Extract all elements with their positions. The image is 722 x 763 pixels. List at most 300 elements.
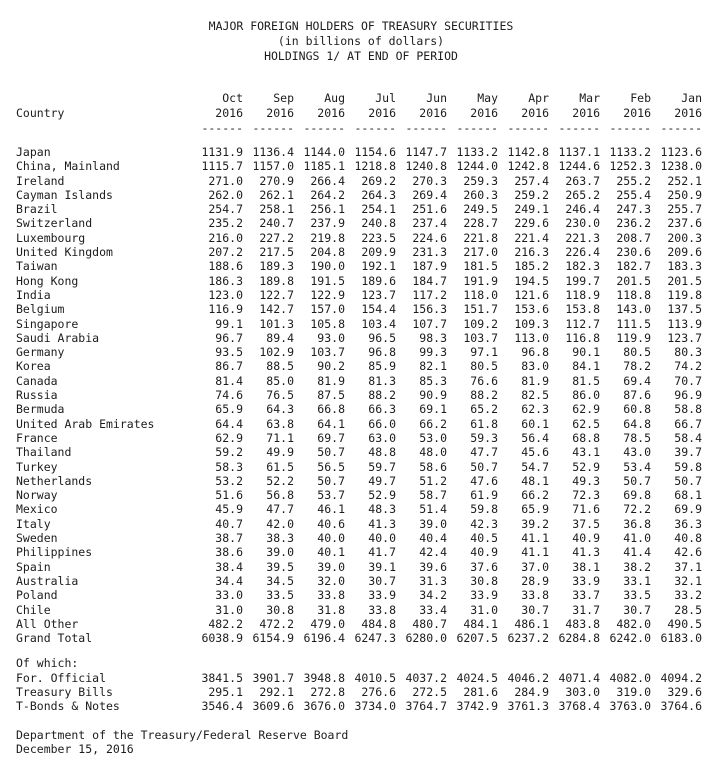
value-cell: 216.3: [514, 245, 549, 260]
empty-cell: [447, 645, 498, 670]
value-cell: 30.7: [623, 602, 651, 617]
value-cell: 105.8: [310, 316, 345, 331]
value-cell: 62.3: [521, 402, 549, 417]
value-cell: 86.7: [215, 359, 243, 374]
value-cell: 1185.1: [303, 159, 345, 174]
value-cell: 53.2: [215, 473, 243, 488]
value-cell: 101.3: [259, 316, 294, 331]
value-cell: 69.4: [623, 373, 651, 388]
empty-cell: [294, 645, 345, 670]
value-cell: 59.3: [470, 430, 498, 445]
value-cell: 483.8: [565, 616, 600, 631]
value-cell: 59.2: [215, 445, 243, 460]
value-cell: 103.7: [310, 345, 345, 360]
value-cell: 4046.2: [507, 670, 549, 685]
value-cell: 216.0: [208, 230, 243, 245]
empty-cell: [498, 645, 549, 670]
value-cell: 262.0: [208, 187, 243, 202]
value-cell: 6154.9: [252, 631, 294, 646]
value-cell: 90.9: [419, 388, 447, 403]
value-cell: 223.5: [361, 230, 396, 245]
value-cell: 260.3: [463, 187, 498, 202]
column-rule: ------: [660, 121, 702, 135]
value-cell: 76.6: [470, 373, 498, 388]
country-label: Italy: [16, 516, 51, 531]
value-cell: 201.5: [667, 273, 702, 288]
value-cell: 6280.0: [405, 631, 447, 646]
country-label: Poland: [16, 588, 58, 603]
value-cell: 64.4: [215, 416, 243, 431]
value-cell: 143.0: [616, 302, 651, 317]
value-cell: 40.6: [317, 516, 345, 531]
value-cell: 62.5: [572, 416, 600, 431]
value-cell: 96.5: [368, 330, 396, 345]
value-cell: 52.9: [572, 459, 600, 474]
value-cell: 217.0: [463, 245, 498, 260]
value-cell: 269.4: [412, 187, 447, 202]
value-cell: 123.0: [208, 287, 243, 302]
country-label: Russia: [16, 388, 58, 403]
value-cell: 272.8: [310, 684, 345, 699]
value-cell: 48.8: [368, 445, 396, 460]
value-cell: 246.4: [565, 202, 600, 217]
value-cell: 50.7: [317, 445, 345, 460]
value-cell: 31.7: [572, 602, 600, 617]
value-cell: 96.8: [521, 345, 549, 360]
value-cell: 3676.0: [303, 699, 345, 714]
value-cell: 98.3: [419, 330, 447, 345]
table-row: [16, 603, 702, 617]
of-which-heading-row: [16, 645, 702, 670]
value-cell: 1244.6: [558, 159, 600, 174]
value-cell: 81.5: [572, 373, 600, 388]
value-cell: 256.1: [310, 202, 345, 217]
value-cell: 204.8: [310, 245, 345, 260]
table-row: [16, 431, 702, 445]
country-label: China, Mainland: [16, 159, 120, 174]
value-cell: 190.0: [310, 259, 345, 274]
value-cell: 49.3: [572, 473, 600, 488]
value-cell: 490.5: [667, 616, 702, 631]
value-cell: 50.7: [674, 473, 702, 488]
column-month-label: Sep: [273, 91, 294, 105]
value-cell: 61.5: [266, 459, 294, 474]
empty-cell: [192, 645, 243, 670]
value-cell: 121.6: [514, 287, 549, 302]
value-cell: 480.7: [412, 616, 447, 631]
value-cell: 6242.0: [609, 631, 651, 646]
value-cell: 221.8: [463, 230, 498, 245]
column-rule: ------: [558, 121, 600, 135]
value-cell: 219.8: [310, 230, 345, 245]
country-label: India: [16, 287, 51, 302]
report-title: MAJOR FOREIGN HOLDERS OF TREASURY SECURITIES: [208, 19, 514, 33]
table-row: [16, 545, 702, 559]
table-row: [16, 617, 702, 631]
value-cell: 34.4: [215, 573, 243, 588]
column-rule: ------: [354, 121, 396, 135]
table-row: [16, 159, 702, 173]
value-cell: 118.9: [565, 287, 600, 302]
value-cell: 1157.0: [252, 159, 294, 174]
value-cell: 88.2: [368, 388, 396, 403]
value-cell: 42.6: [674, 545, 702, 560]
table-row: [16, 188, 702, 202]
value-cell: 226.4: [565, 245, 600, 260]
value-cell: 1238.0: [660, 159, 702, 174]
value-cell: 43.0: [623, 445, 651, 460]
value-cell: 6284.8: [558, 631, 600, 646]
value-cell: 4010.5: [354, 670, 396, 685]
header-rule-spacer: [16, 121, 192, 136]
empty-cell: [651, 645, 702, 670]
value-cell: 90.2: [317, 359, 345, 374]
value-cell: 265.2: [565, 187, 600, 202]
value-cell: 64.3: [266, 402, 294, 417]
column-rule: ------: [456, 121, 498, 135]
country-label: Norway: [16, 488, 58, 503]
value-cell: 66.2: [521, 488, 549, 503]
value-cell: 255.7: [667, 202, 702, 217]
value-cell: 479.0: [310, 616, 345, 631]
value-cell: 482.0: [616, 616, 651, 631]
value-cell: 38.3: [266, 531, 294, 546]
column-rule: ------: [405, 121, 447, 135]
value-cell: 1242.8: [507, 159, 549, 174]
value-cell: 270.9: [259, 173, 294, 188]
value-cell: 87.6: [623, 388, 651, 403]
value-cell: 254.7: [208, 202, 243, 217]
value-cell: 262.1: [259, 187, 294, 202]
column-year-label: 2016: [521, 106, 549, 120]
value-cell: 1154.6: [354, 145, 396, 159]
value-cell: 188.6: [208, 259, 243, 274]
country-label: United Kingdom: [16, 245, 113, 260]
empty-cell: [600, 645, 651, 670]
value-cell: 65.9: [215, 402, 243, 417]
column-month-label: Oct: [222, 91, 243, 105]
table-row: [16, 202, 702, 216]
value-cell: 36.8: [623, 516, 651, 531]
empty-cell: [549, 645, 600, 670]
table-row: [16, 174, 702, 188]
value-cell: 123.7: [361, 287, 396, 302]
value-cell: 83.0: [521, 359, 549, 374]
table-row: [16, 345, 702, 359]
value-cell: 53.0: [419, 430, 447, 445]
value-cell: 48.1: [521, 473, 549, 488]
value-cell: 31.8: [317, 602, 345, 617]
value-cell: 103.4: [361, 316, 396, 331]
value-cell: 40.5: [470, 531, 498, 546]
value-cell: 37.0: [521, 559, 549, 574]
value-cell: 122.7: [259, 287, 294, 302]
value-cell: 200.3: [667, 230, 702, 245]
value-cell: 209.9: [361, 245, 396, 260]
value-cell: 230.6: [616, 245, 651, 260]
value-cell: 184.7: [412, 273, 447, 288]
value-cell: 30.8: [470, 573, 498, 588]
value-cell: 119.9: [616, 330, 651, 345]
value-cell: 153.8: [565, 302, 600, 317]
value-cell: 72.2: [623, 502, 651, 517]
value-cell: 142.7: [259, 302, 294, 317]
column-year-label: 2016: [368, 106, 396, 120]
country-label: Hong Kong: [16, 273, 79, 288]
value-cell: 85.0: [266, 373, 294, 388]
value-cell: 201.5: [616, 273, 651, 288]
value-cell: 32.1: [674, 573, 702, 588]
value-cell: 71.6: [572, 502, 600, 517]
value-cell: 194.5: [514, 273, 549, 288]
value-cell: 99.3: [419, 345, 447, 360]
value-cell: 33.8: [521, 588, 549, 603]
value-cell: 96.7: [215, 330, 243, 345]
value-cell: 66.7: [674, 416, 702, 431]
empty-cell: [396, 645, 447, 670]
value-cell: 59.7: [368, 459, 396, 474]
value-cell: 303.0: [565, 684, 600, 699]
table-row: [16, 574, 702, 588]
value-cell: 96.8: [368, 345, 396, 360]
value-cell: 252.1: [667, 173, 702, 188]
value-cell: 58.3: [215, 459, 243, 474]
value-cell: 255.4: [616, 187, 651, 202]
title-block: [0, 19, 722, 64]
value-cell: 88.2: [470, 388, 498, 403]
value-cell: 41.3: [572, 545, 600, 560]
value-cell: 191.9: [463, 273, 498, 288]
value-cell: 81.9: [317, 373, 345, 388]
value-cell: 82.5: [521, 388, 549, 403]
value-cell: 1123.6: [660, 145, 702, 159]
country-label: Cayman Islands: [16, 187, 113, 202]
value-cell: 84.1: [572, 359, 600, 374]
country-label: Bermuda: [16, 402, 65, 417]
value-cell: 1115.7: [201, 159, 243, 174]
value-cell: 117.2: [412, 287, 447, 302]
value-cell: 113.0: [514, 330, 549, 345]
value-cell: 292.1: [259, 684, 294, 699]
value-cell: 276.6: [361, 684, 396, 699]
table-row: [16, 631, 702, 645]
value-cell: 80.3: [674, 345, 702, 360]
value-cell: 102.9: [259, 345, 294, 360]
column-month-label: Apr: [528, 91, 549, 105]
value-cell: 41.0: [623, 531, 651, 546]
value-cell: 33.8: [317, 588, 345, 603]
value-cell: 65.9: [521, 502, 549, 517]
column-rule: ------: [507, 121, 549, 135]
table-row: [16, 402, 702, 416]
value-cell: 58.7: [419, 488, 447, 503]
value-cell: 99.1: [215, 316, 243, 331]
value-cell: 3763.0: [609, 699, 651, 714]
value-cell: 41.3: [368, 516, 396, 531]
value-cell: 3742.9: [456, 699, 498, 714]
date-line: December 15, 2016: [16, 742, 134, 757]
value-cell: 1142.8: [507, 145, 549, 159]
value-cell: 221.4: [514, 230, 549, 245]
value-cell: 329.6: [667, 684, 702, 699]
value-cell: 116.8: [565, 330, 600, 345]
table-row: [16, 488, 702, 502]
country-label: Philippines: [16, 545, 93, 560]
country-label: Korea: [16, 359, 51, 374]
value-cell: 187.9: [412, 259, 447, 274]
country-label: Ireland: [16, 173, 65, 188]
empty-cell: [243, 645, 294, 670]
value-cell: 207.2: [208, 245, 243, 260]
column-month-label: Aug: [324, 91, 345, 105]
table-row: [16, 474, 702, 488]
value-cell: 58.6: [419, 459, 447, 474]
value-cell: 64.1: [317, 416, 345, 431]
value-cell: 51.6: [215, 488, 243, 503]
value-cell: 60.1: [521, 416, 549, 431]
table-row: [16, 460, 702, 474]
table-row: [16, 359, 702, 373]
country-label: Switzerland: [16, 216, 93, 231]
value-cell: 93.5: [215, 345, 243, 360]
value-cell: 42.0: [266, 516, 294, 531]
value-cell: 31.0: [470, 602, 498, 617]
value-cell: 103.7: [463, 330, 498, 345]
table-row: [16, 288, 702, 302]
country-label: Brazil: [16, 202, 58, 217]
value-cell: 3761.3: [507, 699, 549, 714]
value-cell: 247.3: [616, 202, 651, 217]
value-cell: 38.1: [572, 559, 600, 574]
value-cell: 154.4: [361, 302, 396, 317]
value-cell: 1136.4: [252, 145, 294, 159]
value-cell: 59.8: [470, 502, 498, 517]
value-cell: 61.9: [470, 488, 498, 503]
country-label: Germany: [16, 345, 65, 360]
of-which-rows: [16, 645, 702, 713]
table-row: [16, 259, 702, 273]
row-label: T-Bonds & Notes: [16, 699, 120, 714]
value-cell: 42.3: [470, 516, 498, 531]
value-cell: 51.2: [419, 473, 447, 488]
value-cell: 199.7: [565, 273, 600, 288]
value-cell: 227.2: [259, 230, 294, 245]
value-cell: 65.2: [470, 402, 498, 417]
value-cell: 181.5: [463, 259, 498, 274]
value-cell: 68.8: [572, 430, 600, 445]
value-cell: 6207.5: [456, 631, 498, 646]
value-cell: 1131.9: [201, 145, 243, 159]
value-cell: 33.0: [215, 588, 243, 603]
column-month-label: Mar: [579, 91, 600, 105]
value-cell: 28.9: [521, 573, 549, 588]
value-cell: 88.5: [266, 359, 294, 374]
column-year-label: 2016: [266, 106, 294, 120]
country-label: Thailand: [16, 445, 72, 460]
value-cell: 33.5: [266, 588, 294, 603]
value-cell: 51.4: [419, 502, 447, 517]
country-label: Saudi Arabia: [16, 330, 100, 345]
value-cell: 237.6: [667, 216, 702, 231]
value-cell: 266.4: [310, 173, 345, 188]
value-cell: 47.7: [470, 445, 498, 460]
value-cell: 3764.6: [660, 699, 702, 714]
report-subtitle: (in billions of dollars): [277, 34, 445, 48]
value-cell: 1240.8: [405, 159, 447, 174]
value-cell: 66.3: [368, 402, 396, 417]
value-cell: 56.4: [521, 430, 549, 445]
value-cell: 259.2: [514, 187, 549, 202]
value-cell: 54.7: [521, 459, 549, 474]
value-cell: 50.7: [470, 459, 498, 474]
country-label: Belgium: [16, 302, 65, 317]
value-cell: 38.6: [215, 545, 243, 560]
source-line: Department of the Treasury/Federal Reserve Board: [16, 727, 349, 742]
value-cell: 3734.0: [354, 699, 396, 714]
value-cell: 50.7: [317, 473, 345, 488]
header-rule-row: [16, 121, 702, 136]
column-rule: ------: [201, 121, 243, 135]
value-cell: 40.7: [215, 516, 243, 531]
table-row: [16, 274, 702, 288]
value-cell: 40.8: [674, 531, 702, 546]
value-cell: 82.1: [419, 359, 447, 374]
value-cell: 255.2: [616, 173, 651, 188]
value-cell: 89.4: [266, 330, 294, 345]
column-month-label: Jan: [681, 91, 702, 105]
value-cell: 50.7: [623, 473, 651, 488]
value-cell: 33.9: [470, 588, 498, 603]
value-cell: 4024.5: [456, 670, 498, 685]
value-cell: 3768.4: [558, 699, 600, 714]
value-cell: 33.8: [368, 602, 396, 617]
column-year-label: 2016: [470, 106, 498, 120]
value-cell: 48.0: [419, 445, 447, 460]
column-year-label: 2016: [674, 106, 702, 120]
value-cell: 153.6: [514, 302, 549, 317]
value-cell: 228.7: [463, 216, 498, 231]
value-cell: 484.8: [361, 616, 396, 631]
report-footer: [16, 728, 722, 757]
value-cell: 257.4: [514, 173, 549, 188]
table-row: [16, 331, 702, 345]
value-cell: 3948.8: [303, 670, 345, 685]
value-cell: 33.9: [572, 573, 600, 588]
value-cell: 237.9: [310, 216, 345, 231]
table-row: [16, 560, 702, 574]
value-cell: 4094.2: [660, 670, 702, 685]
value-cell: 85.3: [419, 373, 447, 388]
value-cell: 182.3: [565, 259, 600, 274]
value-cell: 78.5: [623, 430, 651, 445]
value-cell: 4071.4: [558, 670, 600, 685]
value-cell: 33.7: [572, 588, 600, 603]
value-cell: 37.5: [572, 516, 600, 531]
value-cell: 1244.0: [456, 159, 498, 174]
value-cell: 58.4: [674, 430, 702, 445]
value-cell: 63.0: [368, 430, 396, 445]
table-row: [16, 531, 702, 545]
value-cell: 4082.0: [609, 670, 651, 685]
value-cell: 1133.2: [609, 145, 651, 159]
value-cell: 119.8: [667, 287, 702, 302]
value-cell: 33.1: [623, 573, 651, 588]
value-cell: 39.7: [674, 445, 702, 460]
value-cell: 68.1: [674, 488, 702, 503]
value-cell: 49.9: [266, 445, 294, 460]
value-cell: 1133.2: [456, 145, 498, 159]
value-cell: 236.2: [616, 216, 651, 231]
